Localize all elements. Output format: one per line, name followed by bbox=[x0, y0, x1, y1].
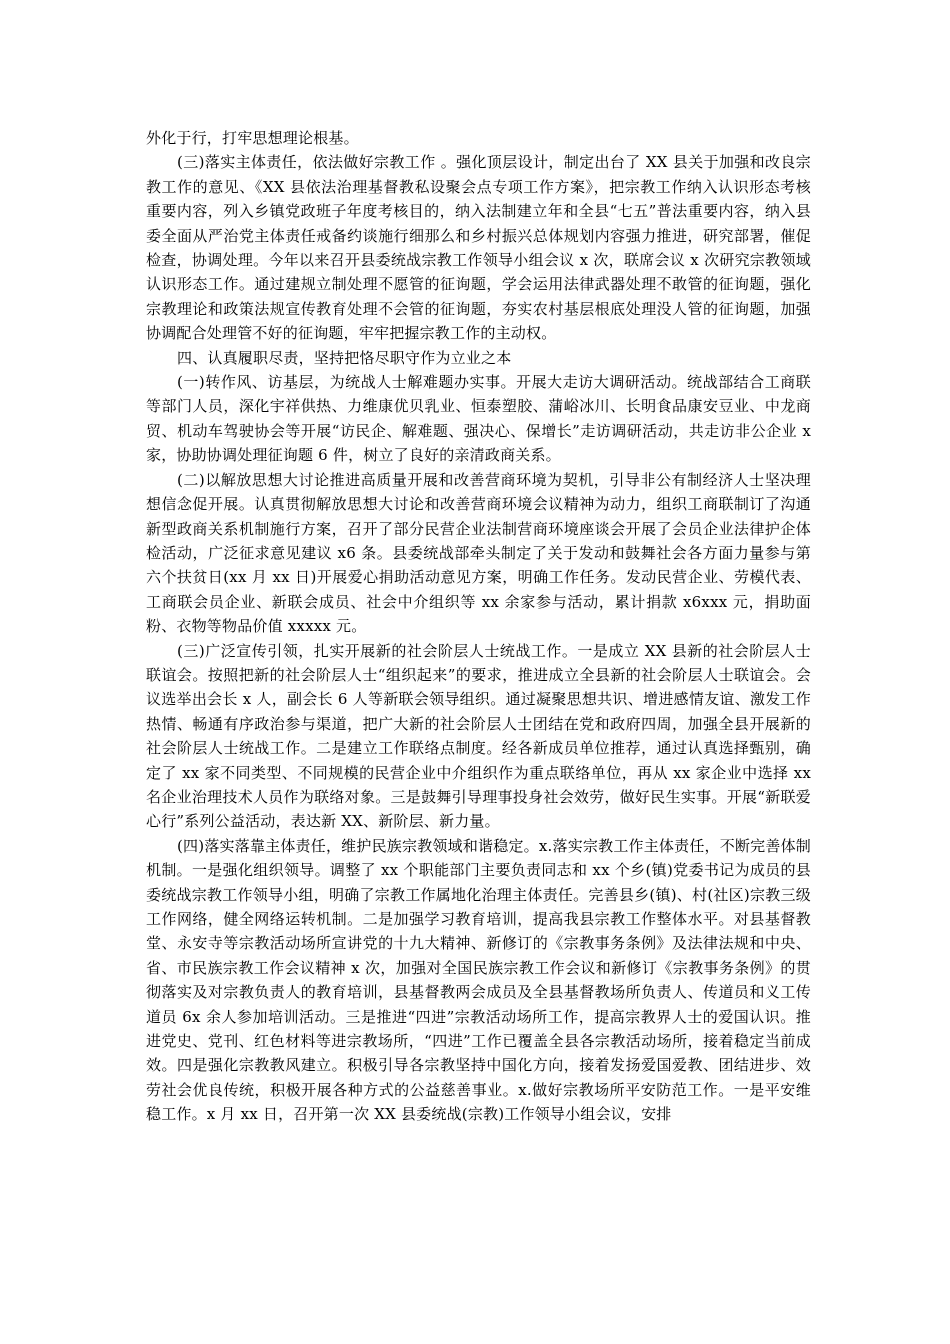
paragraph: (四)落实落靠主体责任，维护民族宗教领域和谐稳定。x.落实宗教工作主体责任，不断完善体制机制。一是强化组织领导。调整了 xx 个职能部门主要负责同志和 xx 个乡(镇)党委书记为成员的县委统战宗教工作领导小组，明确了宗教工作属地化治理主体责任。完善县乡(镇)、村(社区)宗教三级工作网络，健全网络运转机制。二是加强学习教育培训，提高我县宗教工作整体水平。对县基督教堂、永安寺等宗教活动场所宣讲党的十九大精神、新修订的《宗教事务条例》及法律法规和中央、省、市民族宗教工作会议精神 x 次，加强对全国民族宗教工作会议和新修订《宗教事务条例》的贯彻落实及对宗教负责人的教育培训，县基督教两会成员及全县基督教场所负责人、传道员和义工传道员 6x 余人参加培训活动。三是推进“四进”宗教活动场所工作，提高宗教界人士的爱国认识。推进党史、党刊、红色材料等进宗教场所，“四进”工作已覆盖全县各宗教活动场所，接着稳定当前成效。四是强化宗教教风建立。积极引导各宗教坚持中国化方向，接着发扬爱国爱教、团结进步、效劳社会优良传统，积极开展各种方式的公益慈善事业。x.做好宗教场所平安防范工作。一是平安维稳工作。x 月 xx 日，召开第一次 XX 县委统战(宗教)工作领导小组会议，安排 bbox=[146, 836, 811, 1124]
paragraph: (三)落实主体责任，依法做好宗教工作 。强化顶层设计，制定出台了 XX 县关于加强和改良宗教工作的意见、《XX 县依法治理基督教私设聚会点专项工作方案》，把宗教工作纳入认识形态考核重要内容，列入乡镇党政班子年度考核目的，纳入法制建立年和全县“七五”普法重要内容，纳入县委全面从严治党主体责任戒备约谈施行细那么和乡村振兴总体规划内容强力推进，研究部署，催促检查，协调处理。今年以来召开县委统战宗教工作领导小组会议 x 次，联席会议 x 次研究宗教领域认识形态工作。通过建规立制处理不愿管的征询题，学会运用法律武器处理不敢管的征询题，强化宗教理论和政策法规宣传教育处理不会管的征询题，夯实农村基层根底处理没人管的征询题，加强协调配合处理管不好的征询题，牢牢把握宗教工作的主动权。 bbox=[146, 153, 811, 343]
paragraph: 外化于行，打牢思想理论根基。 bbox=[146, 129, 359, 147]
document-body bbox=[146, 126, 811, 1127]
paragraph: (二)以解放思想大讨论推进高质量开展和改善营商环境为契机，引导非公有制经济人士坚决理想信念促开展。认真贯彻解放思想大讨论和改善营商环境会议精神为动力，组织工商联制订了沟通新型政商关系机制施行方案，召开了部分民营企业法制营商环境座谈会开展了会员企业法律护企体检活动，广泛征求意见建议 x6 条。县委统战部牵头制定了关于发动和鼓舞社会各方面力量参与第六个扶贫日(xx 月 xx 日)开展爱心捐助活动意见方案，明确工作任务。发动民营企业、劳模代表、工商联会员企业、新联会成员、社会中介组织等 xx 余家参与活动，累计捐款 x6xxx 元，捐助面粉、衣物等物品价值 xxxxx 元。 bbox=[146, 470, 811, 636]
paragraph: (一)转作风、访基层，为统战人士解难题办实事。开展大走访大调研活动。统战部结合工商联等部门人员，深化宇祥供热、力维康优贝乳业、恒泰塑胶、蒲峪冰川、长明食品康安豆业、中龙商贸、机动车驾驶协会等开展“访民企、解难题、强决心、保增长”走访调研活动，共走访非公企业 x 家，协助协调处理征询题 6 件，树立了良好的亲清政商关系。 bbox=[146, 373, 811, 465]
paragraph: (三)广泛宣传引领，扎实开展新的社会阶层人士统战工作。一是成立 XX 县新的社会阶层人士联谊会。按照把新的社会阶层人士“组织起来”的要求，推进成立全县新的社会阶层人士联谊会。会议选举出会长 x 人，副会长 6 人等新联会领导组织。通过凝聚思想共识、增进感情友谊、激发工作热情、畅通有序政治参与渠道，把广大新的社会阶层人士团结在党和政府四周，加强全县开展新的社会阶层人士统战工作。二是建立工作联络点制度。经各新成员单位推荐，通过认真选择甄别，确定了 xx 家不同类型、不同规模的民营企业中介组织作为重点联络单位，再从 xx 家企业中选择 xx 名企业治理技术人员作为联络对象。三是鼓舞引导理事投身社会效劳，做好民生实事。开展“新联爱心行”系列公益活动，表达新 XX、新阶层、新力量。 bbox=[146, 641, 811, 831]
section-heading: 四、认真履职尽责，坚持把恪尽职守作为立业之本 bbox=[177, 348, 512, 367]
